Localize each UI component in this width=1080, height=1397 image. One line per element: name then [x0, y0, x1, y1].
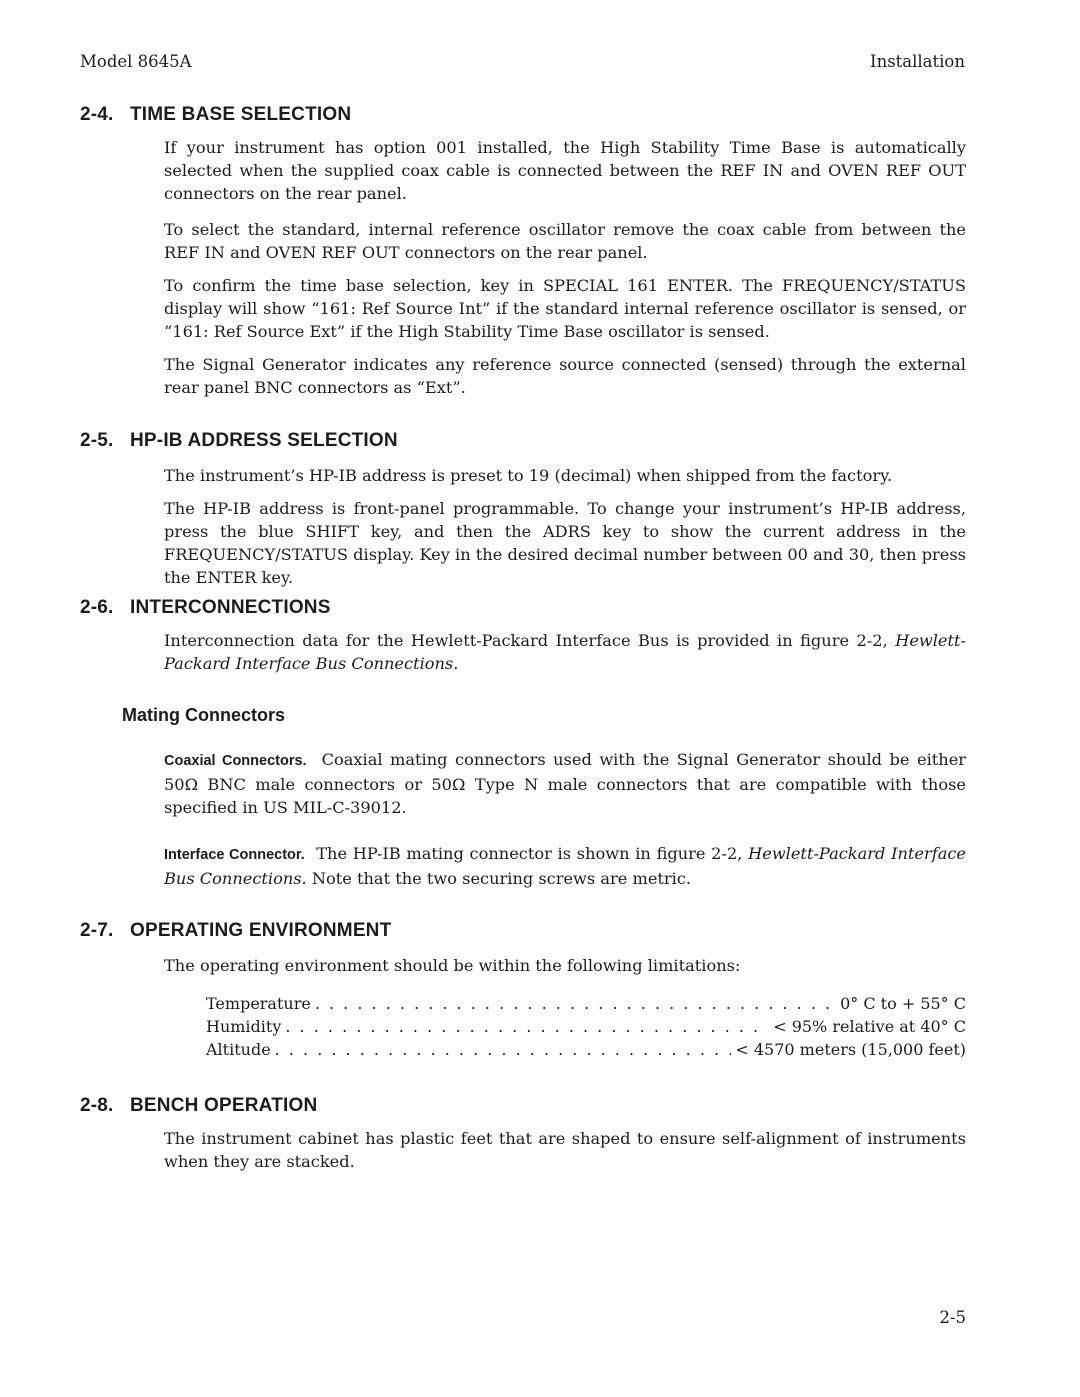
- paragraph: To select the standard, internal reference oscillator remove the coax cable from between the REF IN and OVEN REF OUT connectors on the rear panel.: [164, 220, 966, 262]
- section-2-4-heading: [80, 104, 351, 126]
- figure-reference: Hewlett-Packard Interface Bus Connections.: [164, 844, 967, 888]
- section-number: 2-6.: [80, 597, 114, 618]
- paragraph-text: Coaxial mating connectors used with the Signal Generator should be either 50Ω BNC male connectors or 50Ω Type N male connectors that are compatible with those specified in US MIL-C-39012.: [164, 750, 967, 817]
- section-number: 2-5.: [80, 430, 114, 451]
- section-number: 2-7.: [80, 920, 114, 941]
- section-title: HP-IB ADDRESS SELECTION: [130, 430, 398, 451]
- paragraph-text: Interconnection data for the Hewlett-Packard Interface Bus is provided in figure 2-2,: [164, 631, 896, 650]
- section-title: OPERATING ENVIRONMENT: [130, 920, 392, 941]
- spec-row-humidity: [206, 1017, 966, 1040]
- spec-row-altitude: [206, 1040, 966, 1063]
- section-number: 2-4.: [80, 104, 114, 125]
- dot-leader: [285, 1017, 769, 1036]
- subsection-heading: Mating Connectors: [122, 705, 286, 725]
- paragraph: [164, 748, 966, 819]
- paragraph: The instrument’s HP-IB address is preset to 19 (decimal) when shipped from the factory.: [164, 466, 893, 485]
- spec-name: Temperature: [206, 994, 311, 1013]
- spec-name: Altitude: [206, 1040, 271, 1059]
- specification-table: [206, 994, 966, 1063]
- paragraph: The instrument cabinet has plastic feet that are shaped to ensure self-alignment of instruments when they are stacked.: [164, 1129, 966, 1171]
- section-title: INTERCONNECTIONS: [130, 597, 331, 618]
- paragraph: [164, 629, 966, 675]
- section-number: 2-8.: [80, 1095, 114, 1116]
- spec-value: < 4570 meters (15,000 feet): [735, 1040, 966, 1059]
- dot-leader: [275, 1040, 732, 1059]
- section-2-5-heading: [80, 430, 398, 452]
- section-2-8-heading: [80, 1095, 317, 1117]
- paragraph: The HP-IB address is front-panel programmable. To change your instrument’s HP-IB address, press the blue SHIFT key, and then the ADRS key to show the current address in the FREQUENCY/STATUS display. Key in the desired decimal number between 00 and 30, then press the ENTER key.: [164, 499, 966, 587]
- paragraph-text: The HP-IB mating connector is shown in figure 2-2,: [316, 844, 749, 863]
- paragraph-text: Note that the two securing screws are metric.: [306, 869, 692, 888]
- figure-reference: Hewlett-Packard Interface Bus Connections.: [164, 631, 966, 673]
- run-in-heading: Interface Connector.: [164, 847, 305, 863]
- spec-name: Humidity: [206, 1017, 282, 1036]
- page-number: 2-5: [939, 1308, 966, 1327]
- section-title: BENCH OPERATION: [130, 1095, 318, 1116]
- paragraph: The Signal Generator indicates any reference source connected (sensed) through the external rear panel BNC connectors as “Ext”.: [164, 355, 966, 397]
- section-2-7-heading: [80, 920, 391, 942]
- paragraph: The operating environment should be within the following limitations:: [164, 956, 741, 975]
- dot-leader: [315, 994, 836, 1013]
- section-title: TIME BASE SELECTION: [130, 104, 352, 125]
- paragraph: If your instrument has option 001 installed, the High Stability Time Base is automatically selected when the supplied coax cable is connected between the REF IN and OVEN REF OUT connectors on the rear panel.: [164, 138, 966, 203]
- section-2-6-heading: [80, 597, 331, 619]
- spec-value: 0° C to + 55° C: [840, 994, 966, 1013]
- spec-row-temperature: [206, 994, 966, 1017]
- paragraph: To confirm the time base selection, key in SPECIAL 161 ENTER. The FREQUENCY/STATUS display will show “161: Ref Source Int” if the standard internal reference oscillator is sensed, or “161: Ref Source Ext” if the High Stability Time Base oscillator is sensed.: [164, 276, 966, 341]
- header-chapter: Installation: [870, 52, 965, 71]
- paragraph: [164, 842, 966, 890]
- header-model: Model 8645A: [80, 52, 192, 71]
- run-in-heading: Coaxial Connectors.: [164, 753, 307, 769]
- spec-value: < 95% relative at 40° C: [773, 1017, 966, 1036]
